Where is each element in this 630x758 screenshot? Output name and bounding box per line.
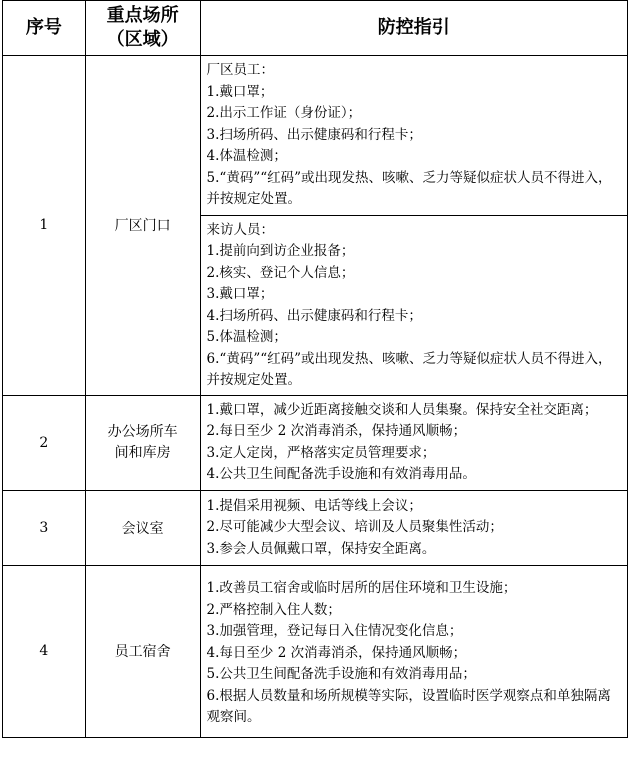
guide-item: 4.每日至少 2 次消毒消杀，保持通风顺畅； — [206, 644, 467, 661]
guide-item: 5.体温检测； — [206, 329, 287, 345]
group-title: 来访人员： — [206, 221, 275, 238]
row-guide — [200, 490, 627, 566]
guide-item: 1.提倡采用视频、电话等线上会议； — [206, 497, 422, 514]
guide-item: 1.提前向到访企业报备； — [206, 243, 355, 259]
guide-item: 2.严格控制入住人数； — [206, 601, 341, 618]
guide-item: 2.核实、登记个人信息； — [206, 264, 355, 281]
row-number: 4 — [3, 566, 86, 738]
guide-item: 1.戴口罩； — [206, 83, 274, 100]
row-guide — [200, 566, 627, 738]
guide-item: 4.扫场所码、出示健康码和行程卡； — [206, 307, 422, 324]
guide-group-visitors — [201, 215, 627, 392]
row-area: 员工宿舍 — [85, 566, 200, 738]
guide-item: 3.加强管理，登记每日入住情况变化信息； — [206, 623, 463, 639]
guide-item: 5.公共卫生间配备洗手设施和有效消毒用品； — [206, 666, 476, 682]
header-area-text: 重点场所（区域） — [106, 5, 179, 50]
guide-item: 6.根据人员数量和场所规模等实际，设置临时医学观察点和单独隔离观察间。 — [206, 687, 611, 725]
guide-item: 2.出示工作证（身份证）； — [206, 105, 362, 121]
row-number: 3 — [3, 490, 86, 566]
row-area-text: 办公场所车间和库房 — [107, 423, 178, 461]
row-area: 厂区门口 — [85, 56, 200, 396]
row-guide — [200, 395, 627, 490]
table-row — [3, 490, 628, 566]
table-row — [3, 566, 628, 738]
table-row — [3, 56, 628, 396]
guide-item: 2.每日至少 2 次消毒消杀，保持通风顺畅； — [206, 423, 467, 439]
guide-item: 3.定人定岗，严格落实定员管理要求； — [206, 444, 436, 461]
epidemic-guide-table — [2, 0, 628, 738]
row-number: 1 — [3, 56, 86, 396]
group-title: 厂区员工： — [206, 62, 275, 78]
guide-item: 1.改善员工宿舍或临时居所的居住环境和卫生设施； — [206, 580, 517, 596]
guide-item: 3.参会人员佩戴口罩，保持安全距离。 — [206, 540, 436, 557]
guide-group-staff — [207, 60, 623, 211]
guide-item: 2.尽可能减少大型会议、培训及人员聚集性活动； — [206, 519, 503, 535]
row-area — [85, 395, 200, 490]
header-guide: 防控指引 — [200, 1, 627, 56]
header-no: 序号 — [3, 1, 86, 56]
header-area — [85, 1, 200, 56]
guide-item: 5.“黄码”“红码”或出现发热、咳嗽、乏力等疑似症状人员不得进入，并按规定处置。 — [206, 169, 612, 207]
row-guide — [200, 56, 627, 396]
guide-item: 3.戴口罩； — [206, 286, 274, 302]
guide-item: 4.体温检测； — [206, 148, 287, 164]
guide-item: 6.“黄码”“红码”或出现发热、咳嗽、乏力等疑似症状人员不得进入，并按规定处置。 — [206, 350, 612, 388]
header-row — [3, 1, 628, 56]
row-area: 会议室 — [85, 490, 200, 566]
table-row — [3, 395, 628, 490]
guide-item: 1.戴口罩，减少近距离接触交谈和人员集聚。保持安全社交距离； — [206, 401, 598, 418]
row-number: 2 — [3, 395, 86, 490]
guide-item: 4.公共卫生间配备洗手设施和有效消毒用品。 — [206, 466, 476, 482]
guide-item: 3.扫场所码、出示健康码和行程卡； — [206, 126, 422, 143]
